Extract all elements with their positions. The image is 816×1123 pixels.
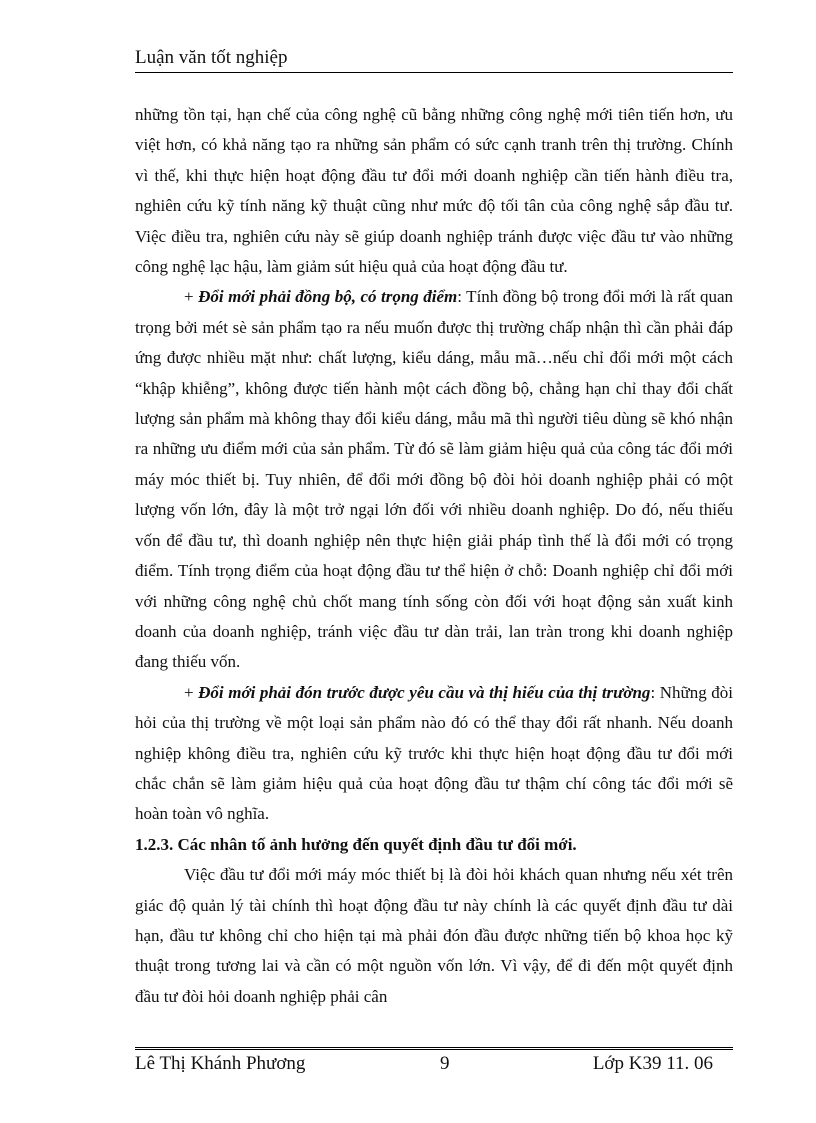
paragraph-2-title: Đổi mới phải đồng bộ, có trọng điểm — [198, 287, 458, 307]
page-header — [135, 46, 733, 73]
section-heading: 1.2.3. Các nhân tố ảnh hưởng đến quyết định đầu tư đổi mới. — [135, 834, 577, 854]
footer-page-number: 9 — [440, 1053, 450, 1074]
paragraph-4: Việc đầu tư đổi mới máy móc thiết bị là đòi hỏi khách quan nhưng nếu xét trên giác độ quản lý tài chính thì hoạt động đầu tư này chính là các quyết định đầu tư dài hạn, đầu tư không chỉ cho hiện tại mà phải đón đầu được những tiến bộ khoa học kỹ thuật trong tương lai và cần có một nguồn vốn lớn. Vì vậy, để đi đến một quyết định đầu tư đòi hỏi doanh nghiệp phải cân — [135, 865, 733, 1006]
paragraph-3 — [135, 678, 733, 830]
header-title: Luận văn tốt nghiệp — [135, 47, 288, 68]
paragraph-3-prefix: + — [184, 682, 199, 702]
paragraph-2-prefix: + — [184, 287, 199, 307]
paragraph-3-text: : Những đòi hỏi của thị trường về một loại sản phẩm nào đó có thể thay đổi rất nhanh. Nếu doanh nghiệp không điều tra, nghiên cứu kỹ trước khi thực hiện hoạt động đầu tư đổi mới chắc chắn sẽ làm giảm hiệu quả của hoạt động đầu tư thậm chí công tác đổi mới sẽ hoàn toàn vô nghĩa. — [135, 682, 734, 824]
paragraph-2-text: : Tính đồng bộ trong đổi mới là rất quan trọng bởi mét sè sản phẩm tạo ra nếu muốn được thị trường chấp nhận thì cần phải đáp ứng được nhiều mặt như: chất lượng, kiểu dáng, mẫu mã…nếu chỉ đổi mới một cách “khập khiễng”, không được tiến hành một cách đồng bộ, chẳng hạn chỉ thay đổi chất lượng sản phẩm mà không thay đổi kiểu dáng, mẫu mã thì người tiêu dùng sẽ khó nhận ra những ưu điểm mới của sản phẩm. Từ đó sẽ làm giảm hiệu quả của công tác đổi mới máy móc thiết bị. Tuy nhiên, để đổi mới đồng bộ đòi hỏi doanh nghiệp phải có một lượng vốn lớn, đây là một trở ngại lớn đối với nhiều doanh nghiệp. Do đó, nếu thiếu vốn để đầu tư, thì doanh nghiệp nên thực hiện giải pháp tình thế là đổi mới có trọng điểm. Tính trọng điểm của hoạt động đầu tư thể hiện ở chỗ: Doanh nghiệp chỉ đổi mới với những công nghệ chủ chốt mang tính sống còn đối với hoạt động sản xuất kinh doanh của doanh nghiệp, tránh việc đầu tư dàn trải, lan tràn trong khi doanh nghiệp đang thiếu vốn. — [135, 287, 733, 672]
paragraph-3-title: Đổi mới phải đón trước được yêu cầu và thị hiếu của thị trường — [198, 682, 651, 702]
footer-author: Lê Thị Khánh Phương — [135, 1053, 306, 1074]
paragraph-1: những tồn tại, hạn chế của công nghệ cũ bằng những công nghệ mới tiên tiến hơn, ưu việt hơn, có khả năng tạo ra những sản phẩm có sức cạnh tranh trên thị trường. Chính vì thế, khi thực hiện hoạt động đầu tư đổi mới doanh nghiệp cần tiến hành điều tra, nghiên cứu kỹ tính năng kỹ thuật cũng như mức độ tối tân của công nghệ sắp đầu tư. Việc điều tra, nghiên cứu này sẽ giúp doanh nghiệp tránh được việc đầu tư vào những công nghệ lạc hậu, làm giảm sút hiệu quả của hoạt động đầu tư. — [135, 105, 733, 277]
paragraph-2 — [135, 282, 733, 677]
footer-divider — [135, 1047, 733, 1050]
footer-class: Lớp K39 11. 06 — [592, 1053, 713, 1074]
page-body — [135, 100, 733, 1012]
